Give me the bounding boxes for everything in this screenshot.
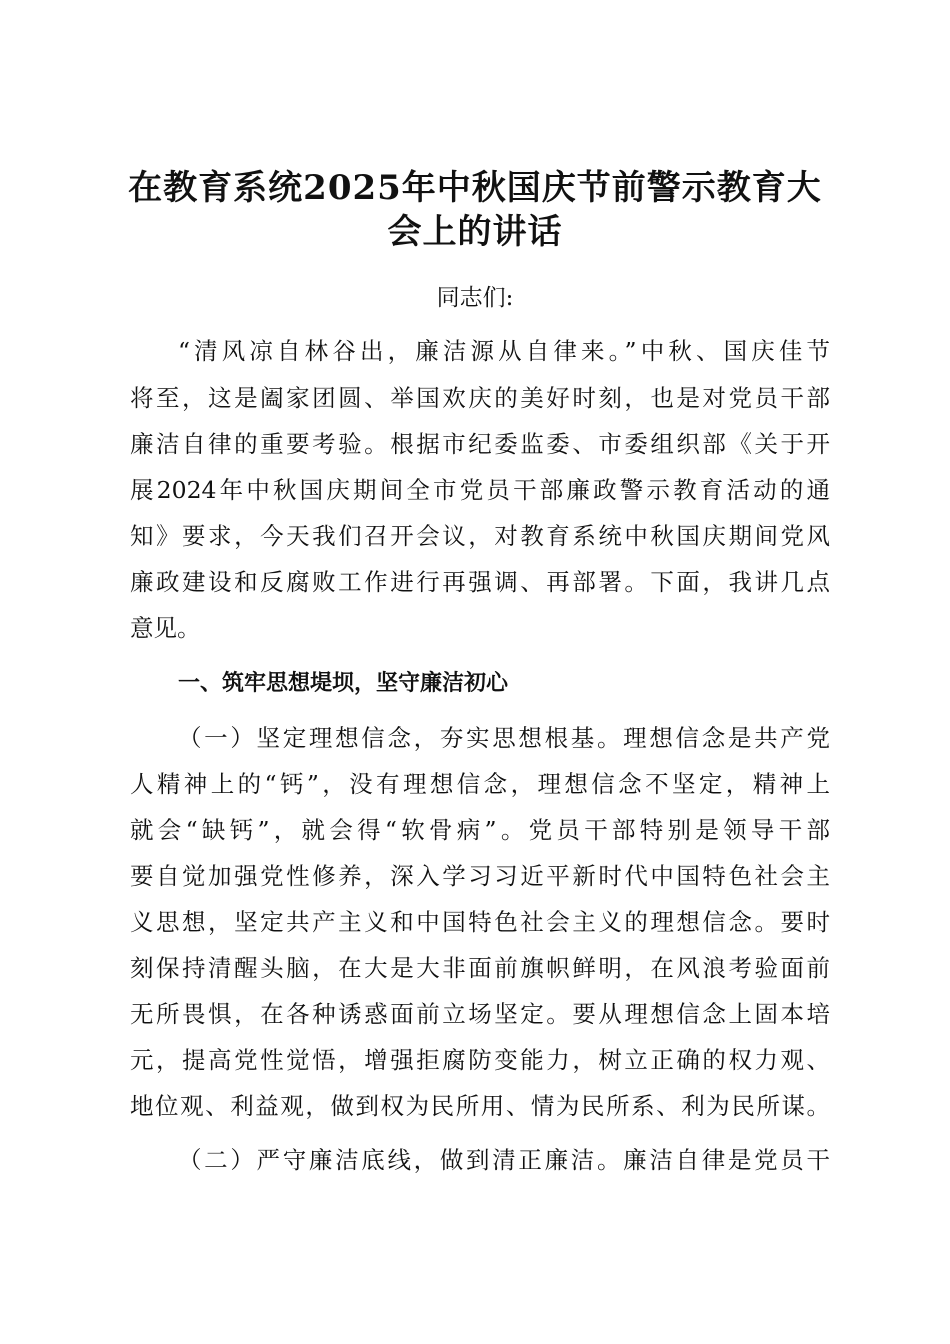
salutation: 同志们: <box>436 285 514 311</box>
paragraph-1-line: 廉政建设和反腐败工作进行再强调、再部署。下面，我讲几点 <box>130 568 830 596</box>
paragraph-2-line: 元，提高党性觉悟，增强拒腐防变能力，树立正确的权力观、 <box>130 1046 830 1074</box>
paragraph-2-line: 要自觉加强党性修养，深入学习习近平新时代中国特色社会主 <box>130 862 830 890</box>
paragraph-2-line: 刻保持清醒头脑，在大是大非面前旗帜鲜明，在风浪考验面前 <box>130 954 830 982</box>
document-title-line-2: 会上的讲话 <box>387 212 563 252</box>
paragraph-2-line: 无所畏惧，在各种诱惑面前立场坚定。要从理想信念上固本培 <box>130 1000 830 1028</box>
paragraph-2-line: （一）坚定理想信念，夯实思想根基。理想信念是共产党 <box>178 724 830 752</box>
paragraph-1-line: 将至，这是阖家团圆、举国欢庆的美好时刻，也是对党员干部 <box>130 384 830 412</box>
paragraph-1-line: 意见。 <box>130 614 201 642</box>
paragraph-3-line: （二）严守廉洁底线，做到清正廉洁。廉洁自律是党员干 <box>178 1146 830 1174</box>
paragraph-1-line: 知》要求，今天我们召开会议，对教育系统中秋国庆期间党风 <box>130 522 830 550</box>
paragraph-2-line: 就会“缺钙”，就会得“软骨病”。党员干部特别是领导干部 <box>130 816 830 844</box>
section-heading-1: 一、筑牢思想堤坝，坚守廉洁初心 <box>178 671 509 696</box>
paragraph-1-line: “清风凉自林谷出，廉洁源从自律来。”中秋、国庆佳节 <box>178 337 830 365</box>
paragraph-2-line: 地位观、利益观，做到权为民所用、情为民所系、利为民所谋。 <box>130 1092 830 1120</box>
document-title-line-1: 在教育系统2025年中秋国庆节前警示教育大 <box>128 168 822 208</box>
paragraph-2-line: 义思想，坚定共产主义和中国特色社会主义的理想信念。要时 <box>130 908 830 936</box>
paragraph-2-line: 人精神上的“钙”，没有理想信念，理想信念不坚定，精神上 <box>130 770 830 798</box>
paragraph-1-line: 展2024年中秋国庆期间全市党员干部廉政警示教育活动的通 <box>130 476 830 504</box>
paragraph-1-line: 廉洁自律的重要考验。根据市纪委监委、市委组织部《关于开 <box>130 430 830 458</box>
